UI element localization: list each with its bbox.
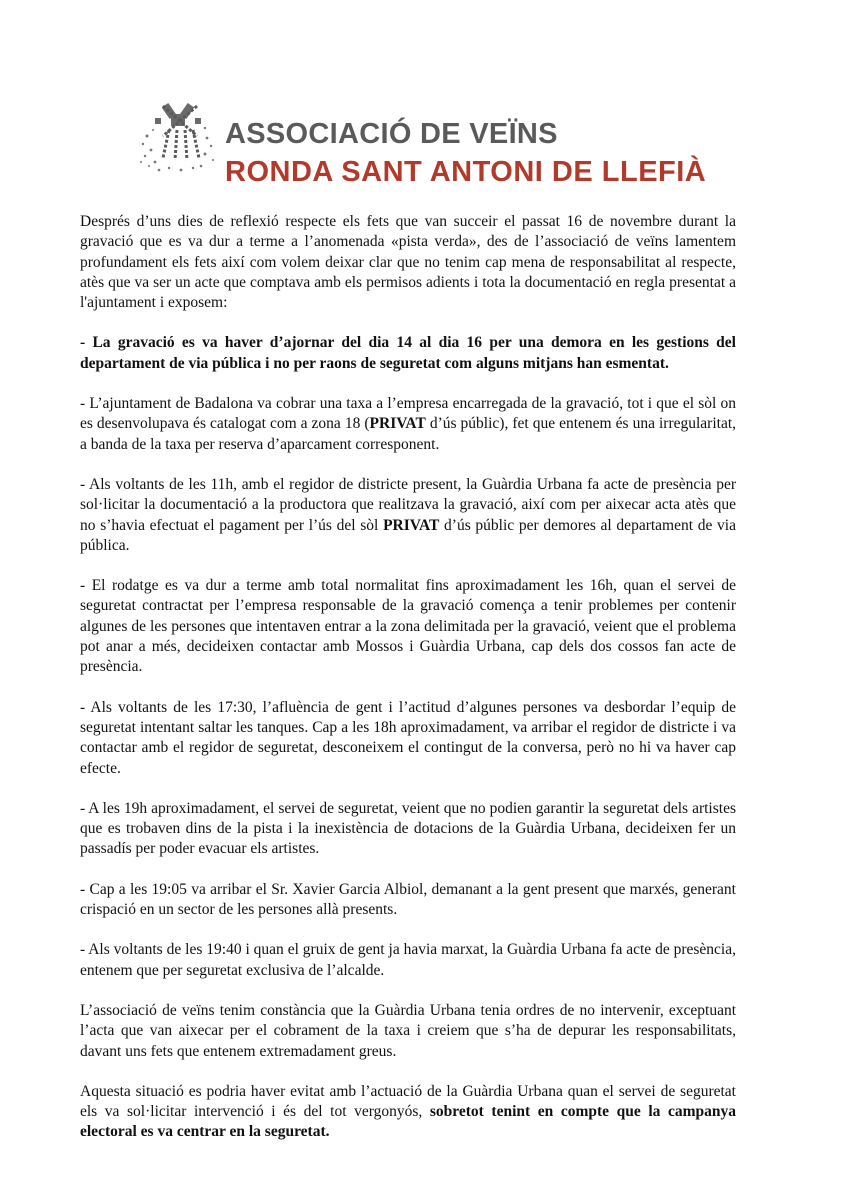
text-segment: - L’ajuntament de Badalona va cobrar una taxa a l’empresa encarregada de la gravació, tot i que el sòl on es desenvolupava és catalogat com a zona 18 ( bbox=[80, 395, 736, 433]
bold-private: PRIVAT bbox=[369, 415, 426, 433]
bold-private: PRIVAT bbox=[383, 516, 440, 534]
logo-title-line2: RONDA SANT ANTONI DE LLEFIÀ bbox=[225, 156, 707, 188]
paragraph-final bbox=[80, 1082, 736, 1143]
paragraph-1730h: - Als voltants de les 17:30, l’afluència de gent i l’actitud d’algunes persones va desbordar l’equip de seguretat intentant saltar les tanques. Cap a les 18h aproximadament, va arribar el regidor de districte i va contactar amb el regidor de seguretat, desconeixem el contingut de la conversa, però no hi va haver cap efecte. bbox=[80, 698, 736, 777]
association-logo bbox=[135, 96, 755, 196]
logo-title-line1: ASSOCIACIÓ DE VEÏNS bbox=[225, 118, 558, 150]
text-segment: d’ús públic), fet que entenem és una irregularitat, a banda de la taxa per reserva d’aparcament corresponent. bbox=[80, 415, 737, 453]
paragraph-1905h: - Cap a les 19:05 va arribar el Sr. Xavier Garcia Albiol, demanant a la gent present que marxés, generant crispació en un sector de les persones allà presents. bbox=[80, 880, 736, 919]
text-segment: Aquesta situació es podria haver evitat amb l’actuació de la Guàrdia Urbana quan el servei de seguretat els va sol·licitar intervenció i és del tot vergonyós, bbox=[80, 1082, 736, 1121]
windmill-icon bbox=[135, 96, 225, 196]
paragraph-intro: Després d’uns dies de reflexió respecte els fets que van succeir el passat 16 de novembre durant la gravació que es va dur a terme a l’anomenada «pista verda», des de l’associació de veïns lamentem profundament els fets així com volem deixar clar que no tenim cap mena de responsabilitat al respecte, atès que va ser un acte que comptava amb els permisos adients i tota la documentació en regla presentat a l'ajuntament i exposem: bbox=[80, 213, 736, 312]
bold-statement: - La gravació es va haver d’ajornar del dia 14 al dia 16 per una demora en les gestions del departament de via pública i no per raons de seguretat com alguns mitjans han esmentat. bbox=[80, 334, 736, 372]
paragraph-19h: - A les 19h aproximadament, el servei de seguretat, veient que no podien garantir la seguretat dels artistes que es trobaven dins de la pista i la inexistència de dotacions de la Guàrdia Urbana, decideixen fer un passadís per poder evacuar els artistes. bbox=[80, 799, 736, 858]
text-segment: d’ús públic per demores al departament de via pública. bbox=[80, 516, 736, 554]
paragraph-16h: - El rodatge es va dur a terme amb total normalitat fins aproximadament les 16h, quan el servei de seguretat contractat per l’empresa responsable de la gravació comença a tenir problemes per contenir algunes de les persones que intentaven entrar a la zona delimitada per la gravació, veient que el problema pot anar a més, decideixen contactar amb Mossos i Guàrdia Urbana, cap dels dos cossos fan acte de presència. bbox=[80, 577, 736, 676]
paragraph-1940h: - Als voltants de les 19:40 i quan el gruix de gent ja havia marxat, la Guàrdia Urbana fa acte de presència, entenem que per seguretat exclusiva de l’alcalde. bbox=[80, 941, 736, 979]
bold-final-statement: sobretot tenint en compte que la campanya electoral es va centrar en la seguretat. bbox=[80, 1103, 736, 1141]
text-segment: - Als voltants de les 11h, amb el regidor de districte present, la Guàrdia Urbana fa acte de presència per sol·licitar la documentació a la productora que realitzava la gravació, així com per aixecar acta atès que no s’havia efectuat el pagament per l’ús del sòl bbox=[80, 475, 736, 534]
paragraph-tax bbox=[80, 394, 736, 455]
statement-body bbox=[80, 212, 736, 1163]
paragraph-11h bbox=[80, 475, 736, 556]
paragraph-postponement bbox=[80, 333, 736, 374]
paragraph-conclusion: L’associació de veïns tenim constància que la Guàrdia Urbana tenia ordres de no intervenir, exceptuant l’acta que van aixecar per el cobrament de la taxa i creiem que s’ha de depurar les responsabilitats, davant uns fets que entenem extremadament greus. bbox=[80, 1001, 736, 1060]
